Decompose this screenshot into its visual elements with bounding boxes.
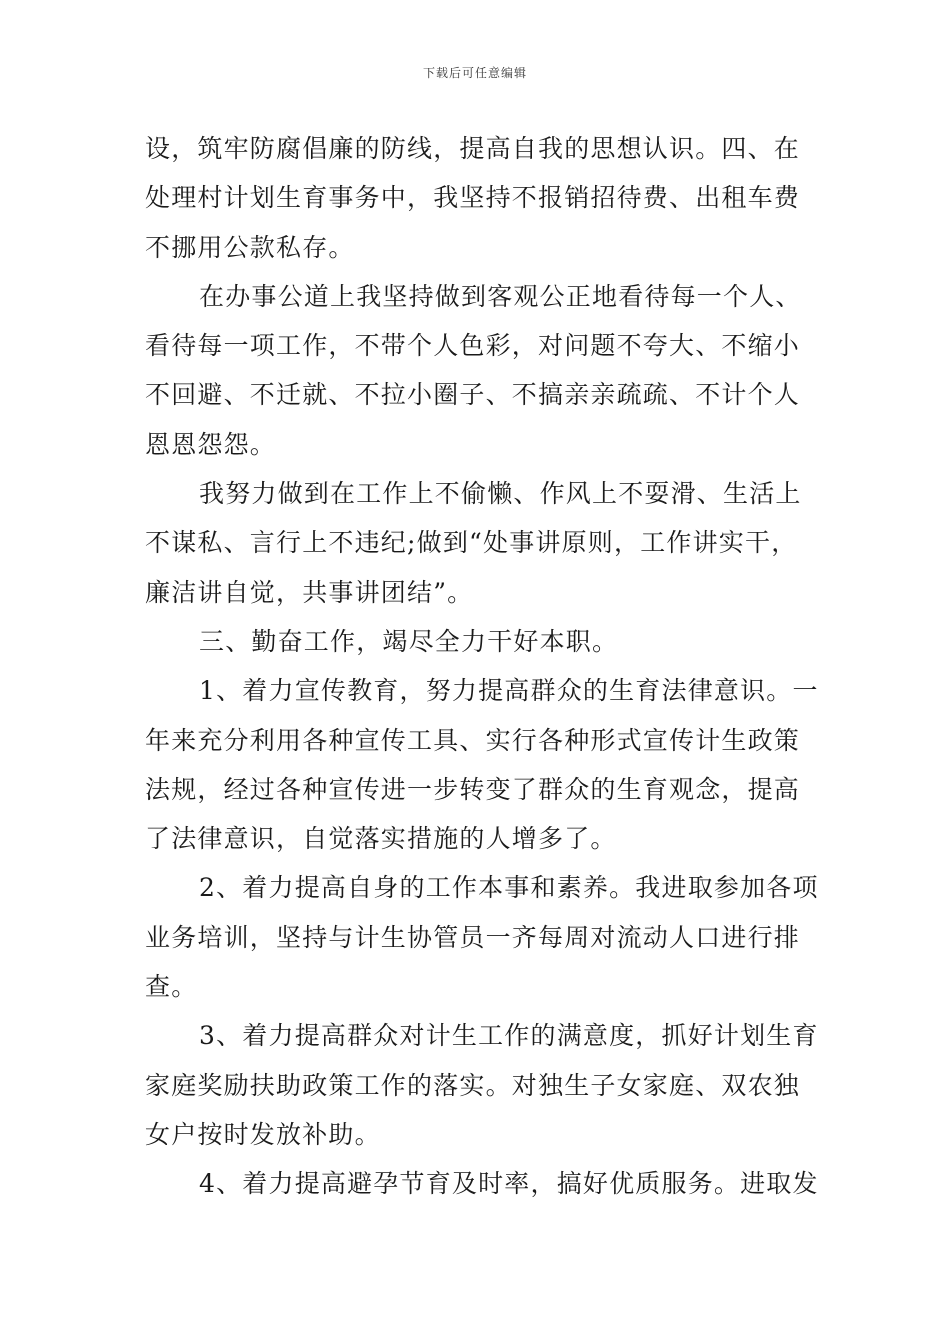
text-line: 不挪用公款私存。 [145,232,355,262]
text-line: 我努力做到在工作上不偷懒、作风上不耍滑、生活上 [199,479,802,509]
text-line: 恩恩怨怨。 [145,429,277,459]
text-line: 家庭奖励扶助政策工作的落实。对独生子女家庭、双农独 [145,1070,801,1100]
text-line: 在办事公道上我坚持做到客观公正地看待每一个人、 [199,281,802,311]
text-line: 设，筑牢防腐倡廉的防线，提高自我的思想认识。四、在 [145,134,801,163]
text-line: 年来充分利用各种宣传工具、实行各种形式宣传计生政策 [145,725,801,755]
text-line: 不回避、不迁就、不拉小圈子、不搞亲亲疏疏、不计个人 [145,380,801,410]
text-line: 处理村计划生育事务中，我坚持不报销招待费、出租车费 [145,183,801,213]
text-line: 1、着力宣传教育，努力提高群众的生育法律意识。一 [199,676,819,706]
text-line: 查。 [145,972,198,1002]
page-header: 下载后可任意编辑 [422,66,527,80]
text-line: 2、着力提高自身的工作本事和素养。我进取参加各项 [199,873,819,903]
text-line: 4、着力提高避孕节育及时率，搞好优质服务。进取发 [199,1169,819,1199]
document-body [145,124,819,1209]
text-line: 业务培训，坚持与计生协管员一齐每周对流动人口进行排 [145,922,801,952]
text-line: 不谋私、言行上不违纪;做到“处事讲原则，工作讲实干， [145,528,798,558]
text-line: 了法律意识，自觉落实措施的人增多了。 [145,824,617,854]
text-line: 法规，经过各种宣传进一步转变了群众的生育观念，提高 [145,774,801,804]
text-line: 廉洁讲自觉，共事讲团结”。 [145,577,474,607]
text-line: 3、着力提高群众对计生工作的满意度，抓好计划生育 [199,1021,819,1051]
text-line: 女户按时发放补助。 [145,1119,381,1149]
text-line: 看待每一项工作，不带个人色彩，对问题不夸大、不缩小 [145,331,801,361]
section-heading: 三、勤奋工作，竭尽全力干好本职。 [199,626,619,656]
